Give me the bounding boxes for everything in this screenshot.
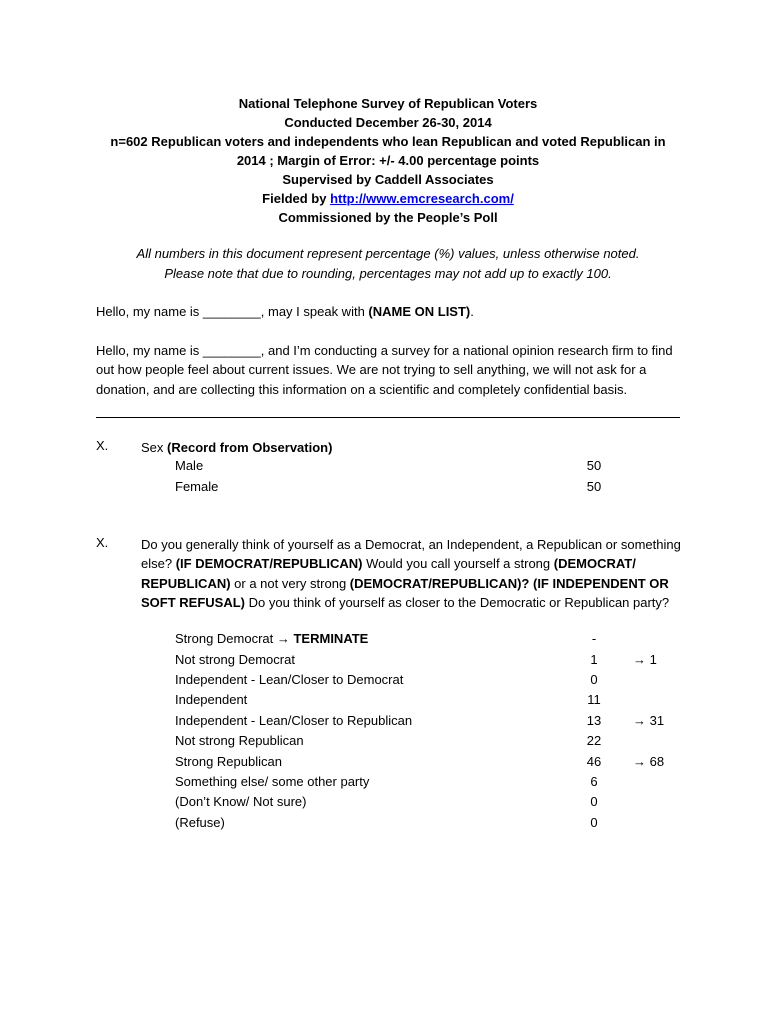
- terminate-instruction: TERMINATE: [289, 631, 369, 646]
- fielded-by: [96, 189, 680, 208]
- answer-value: 13: [586, 713, 602, 728]
- answer-value: 50: [586, 458, 602, 473]
- fielded-by-link[interactable]: http://www.emcresearch.com/: [330, 191, 514, 206]
- answer-row: [175, 692, 695, 710]
- question-text: Do you generally think of yourself as a Democrat, an Independent, a Republican or something else?: [141, 537, 681, 572]
- survey-header: [96, 94, 680, 227]
- answer-value: 22: [586, 733, 602, 748]
- answer-label: Not strong Republican: [175, 733, 304, 748]
- answer-label: Male: [175, 458, 204, 473]
- answer-value: 0: [590, 794, 598, 809]
- answer-label: Independent - Lean/Closer to Republican: [175, 713, 413, 728]
- answer-value: 11: [587, 692, 601, 707]
- intro-greeting-end: .: [470, 304, 474, 319]
- answer-label: [175, 631, 368, 646]
- question-instruction: (DEMOCRAT/REPUBLICAN)? (IF INDEPENDENT OR SOFT REFUSAL): [141, 575, 669, 610]
- answer-value: 46: [586, 754, 602, 769]
- sample-description-line1: n=602 Republican voters and independents who lean Republican and voted Republican in: [110, 134, 666, 149]
- answer-label: Independent - Lean/Closer to Democrat: [175, 672, 404, 687]
- notes: [96, 244, 680, 283]
- answer-row: [175, 815, 695, 833]
- answer-value: 1: [590, 652, 598, 667]
- answer-row: [175, 754, 695, 772]
- answer-value: 0: [590, 815, 598, 830]
- answer-label: (Don’t Know/ Not sure): [175, 794, 307, 809]
- question-instruction: (IF DEMOCRAT/REPUBLICAN): [175, 556, 363, 572]
- question-text: Do you think of yourself as closer to the Democratic or Republican party?: [245, 594, 670, 610]
- note-percentages: All numbers in this document represent percentage (%) values, unless otherwise noted.: [136, 246, 640, 261]
- question-number: X.: [96, 535, 109, 550]
- answer-label: Strong Republican: [175, 754, 282, 769]
- answer-row-terminate: [175, 631, 695, 649]
- answer-label: Female: [175, 479, 219, 494]
- question-sex: [141, 438, 681, 457]
- net-total: → 68: [633, 754, 665, 769]
- supervised-by: Supervised by Caddell Associates: [282, 172, 494, 187]
- fielded-by-label: Fielded by: [262, 191, 331, 206]
- question-instruction: (Record from Observation): [167, 440, 333, 455]
- answer-label: Something else/ some other party: [175, 774, 370, 789]
- answer-row: [175, 672, 695, 690]
- question-text: or a not very strong: [230, 575, 350, 591]
- sample-description-line2: 2014 ; Margin of Error: +/- 4.00 percentage points: [236, 153, 540, 168]
- arrow-icon: →: [276, 631, 290, 646]
- answer-row: [175, 479, 695, 497]
- question-text: Sex: [141, 440, 168, 455]
- net-total: → 31: [633, 713, 665, 728]
- answer-row: [175, 733, 695, 751]
- note-rounding: Please note that due to rounding, percentages may not add up to exactly 100.: [164, 265, 612, 281]
- question-number: X.: [96, 438, 109, 453]
- answer-label: (Refuse): [175, 815, 225, 830]
- intro-greeting: [96, 302, 680, 321]
- answer-row: [175, 652, 695, 670]
- answer-value: 0: [590, 672, 598, 687]
- answer-label: Independent: [175, 692, 248, 707]
- answer-row: [175, 713, 695, 731]
- survey-title: National Telephone Survey of Republican Voters: [238, 96, 538, 111]
- intro-name-on-list: (NAME ON LIST): [368, 304, 471, 319]
- answer-label: Not strong Democrat: [175, 652, 295, 667]
- question-instruction: (DEMOCRAT/ REPUBLICAN): [141, 556, 636, 591]
- answer-value: 50: [586, 479, 602, 494]
- answer-row: [175, 774, 695, 792]
- terminate-label: Strong Democrat: [175, 631, 277, 646]
- survey-dates: Conducted December 26-30, 2014: [284, 115, 492, 130]
- answer-value: -: [591, 631, 597, 646]
- answer-row: [175, 794, 695, 812]
- question-party-id: [141, 535, 681, 612]
- intro-greeting-text: Hello, my name is ________, may I speak with: [96, 304, 369, 319]
- divider: [96, 417, 680, 418]
- question-text: Would you call yourself a strong: [362, 556, 554, 572]
- commissioned-by: Commissioned by the People’s Poll: [278, 210, 498, 225]
- net-total: → 1: [633, 652, 657, 667]
- intro-script: Hello, my name is ________, and I’m conducting a survey for a national opinion research firm to find out how people feel about current issues. We are not trying to sell anything, we will not ask for a donation, and are collecting this information on a scientific and completely confidential basis.: [96, 343, 673, 397]
- answer-row: [175, 458, 695, 476]
- answer-value: 6: [590, 774, 598, 789]
